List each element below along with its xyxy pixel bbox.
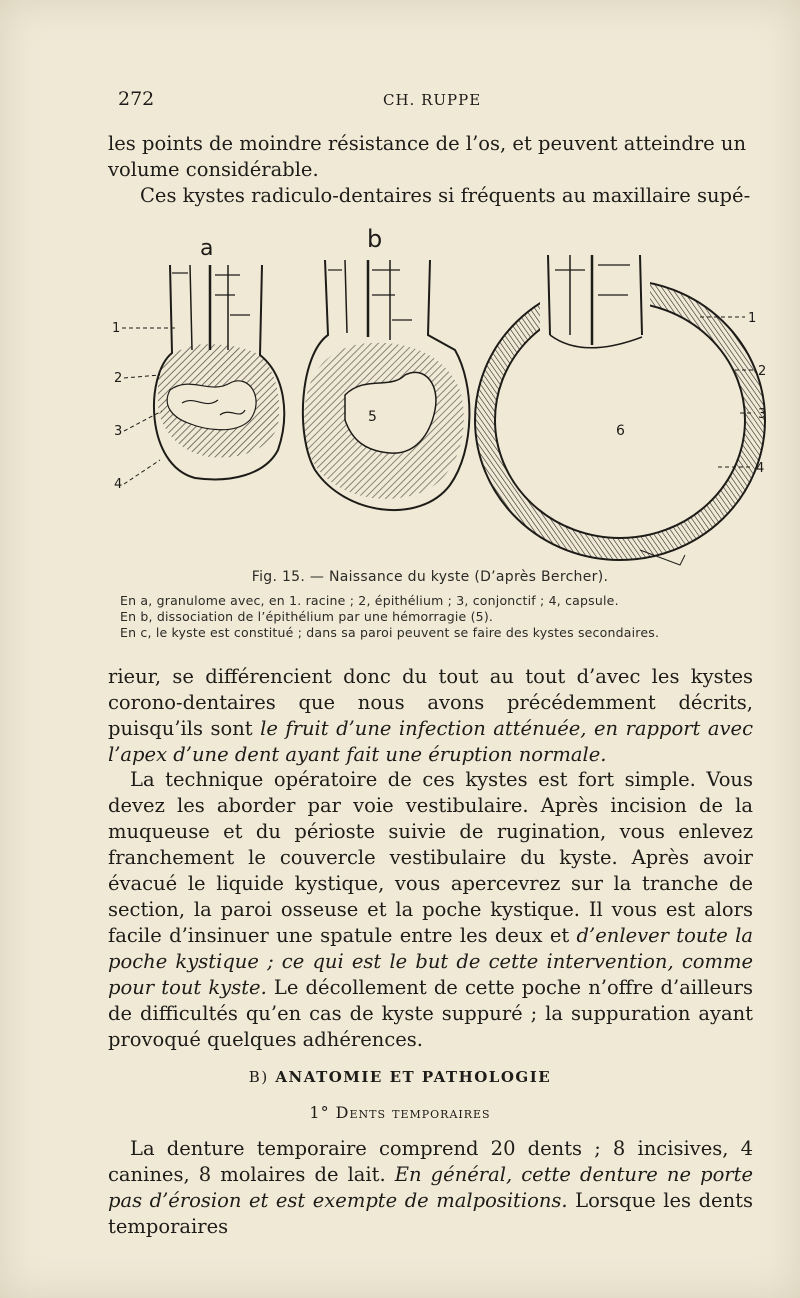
text-line: les points de moindre résistance de l’os, et peuvent atteindre un (108, 132, 747, 155)
caption-title: Fig. 15. — Naissance du kyste (D’après Bercher). (251, 569, 609, 585)
figure-label-5: 5 (368, 409, 377, 425)
right-label-4: 4 (756, 461, 765, 476)
drawing-c-cyst (475, 255, 765, 565)
text-line: Ces kystes radiculo-dentaires si fréquents au maxillaire supé- (140, 184, 751, 207)
paragraph-middle (108, 664, 753, 768)
figure-caption (120, 569, 740, 641)
caption-line: En c, le kyste est constitué ; dans sa paroi peuvent se faire des kystes secondaires. (120, 625, 660, 640)
drawing-a-granuloma (154, 265, 284, 479)
caption-line: En a, granulome avec, en 1. racine ; 2, épithélium ; 3, conjonctif ; 4, capsule. (120, 593, 619, 608)
left-label-1: 1 (112, 321, 121, 336)
right-label-1: 1 (748, 311, 757, 326)
section-title: ANATOMIE ET PATHOLOGIE (275, 1068, 552, 1086)
text-line: volume considérable. (108, 158, 319, 181)
figure-label-b: b (367, 225, 383, 253)
cyst-figure (100, 225, 775, 570)
text-run: La denture temporaire comprend 20 dents ; 8 incisives, 4 canines, 8 molaires de lait. (108, 1137, 753, 1186)
text-run: Le décollement de cette poche n’offre d’ailleurs de difficultés qu’en cas de kyste suppuré ; la suppuration ayant provoqué quelques adhérences. (108, 976, 753, 1051)
subsection-heading (0, 1103, 800, 1122)
left-label-3: 3 (114, 424, 123, 439)
text-run: La technique opératoire de ces kystes est fort simple. Vous devez les aborder par voie vestibulaire. Après incision de la muqueuse et du périoste suivie de rugination, vous enlevez franchement le couvercle vestibulaire du kyste. Après avoir évacué le liquide kystique, vous apercevrez sur la tranche de section, la paroi osseuse et la poche kystique. Il vous est alors facile d’insinuer une spatule entre les deux et (108, 768, 753, 947)
italic-run: le fruit d’une infection atténuée, en rapport avec l’apex d’une dent ayant fait une éruption normale. (108, 717, 753, 766)
text-run: Lorsque les dents temporaires (108, 1189, 753, 1238)
right-label-2: 2 (758, 364, 767, 379)
paragraph-top (108, 131, 753, 209)
right-label-3: 3 (758, 407, 767, 422)
left-label-2: 2 (114, 371, 123, 386)
page-header (118, 88, 748, 114)
left-label-4: 4 (114, 477, 123, 492)
caption-line: En b, dissociation de l’épithélium par une hémorragie (5). (120, 609, 494, 624)
subsection-title: Dents temporaires (335, 1103, 491, 1122)
paragraph-technique (108, 767, 753, 1053)
running-head: CH. RUPPE (383, 91, 482, 109)
text-run: rieur, se différencient donc du tout au tout d’avec les kystes corono-dentaires que nous avons précédemment décrits, puisqu’ils sont (108, 665, 753, 740)
section-heading-b (0, 1068, 800, 1086)
drawing-b-dissociation (303, 260, 470, 510)
italic-run: d’enlever toute la poche kystique ; ce qui est le but de cette intervention, comme pour tout kyste. (108, 924, 753, 999)
figure-label-a: a (200, 236, 214, 261)
paragraph-last (108, 1136, 753, 1240)
section-letter: B) (248, 1068, 269, 1086)
figure-label-6: 6 (616, 423, 625, 439)
italic-run: En général, cette denture ne porte pas d’érosion et est exempte de malpositions. (108, 1163, 754, 1212)
subsection-number: 1° (309, 1103, 330, 1122)
page-number: 272 (118, 88, 155, 110)
